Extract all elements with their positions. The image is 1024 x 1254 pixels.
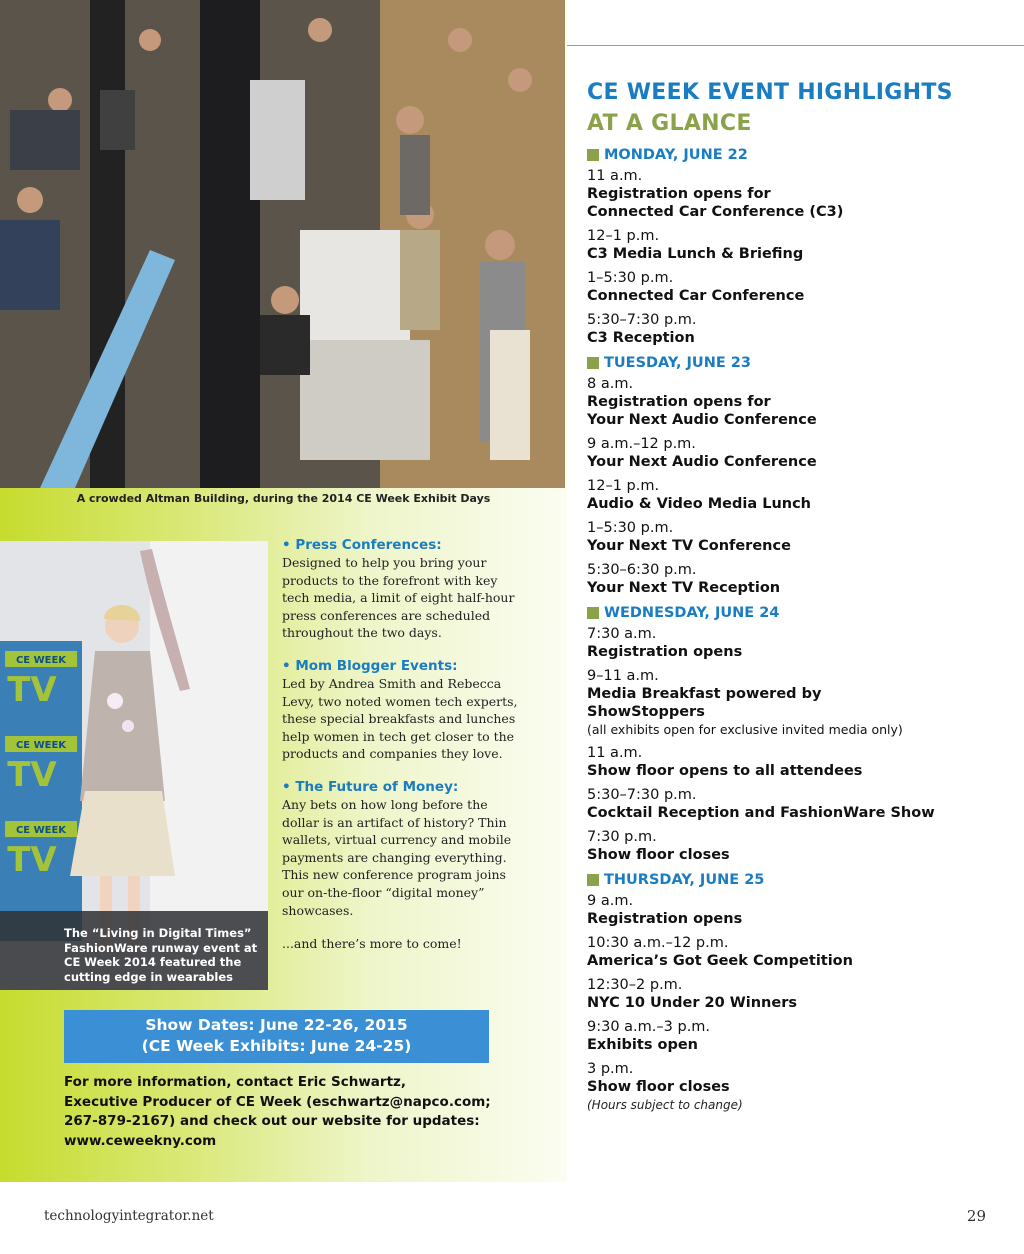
body-line: This new conference program joins xyxy=(282,867,506,883)
square-bullet-icon xyxy=(587,357,599,369)
schedule-day xyxy=(587,145,1017,347)
event-time: 1–5:30 p.m. xyxy=(587,520,674,536)
caption-line: cutting edge in wearables xyxy=(64,969,233,984)
event-time: 12–1 p.m. xyxy=(587,478,660,494)
body-line: Designed to help you bring your xyxy=(282,555,487,570)
banner-text-1: CE WEEK xyxy=(15,655,67,666)
highlights-title: CE WEEK EVENT HIGHLIGHTS xyxy=(587,80,953,105)
event-title: Your Next Audio Conference xyxy=(587,454,817,470)
bullet-body xyxy=(282,554,522,642)
bullet-title: • Press Conferences: xyxy=(282,537,442,553)
day-header xyxy=(587,145,1017,165)
banner-text-2: CE WEEK xyxy=(15,740,67,751)
schedule-event xyxy=(587,934,1017,970)
day-label: TUESDAY, JUNE 23 xyxy=(604,355,751,371)
event-time: 7:30 a.m. xyxy=(587,626,657,642)
event-title: Cocktail Reception and FashionWare Show xyxy=(587,805,935,821)
event-title: NYC 10 Under 20 Winners xyxy=(587,995,797,1011)
body-line: products and companies they love. xyxy=(282,746,503,762)
bullet-press-conferences xyxy=(282,537,522,642)
schedule-event xyxy=(587,786,1017,822)
body-line: dollar is an artifact of history? Thin xyxy=(282,814,507,830)
event-title: Connected Car Conference (C3) xyxy=(587,204,844,220)
body-line: these special breakfasts and lunches xyxy=(282,711,516,727)
event-time: 10:30 a.m.–12 p.m. xyxy=(587,935,729,951)
body-line: our on-the-floor “digital money” xyxy=(282,884,485,900)
schedule-event xyxy=(587,892,1017,928)
event-time: 7:30 p.m. xyxy=(587,829,657,845)
schedule-event xyxy=(587,625,1017,661)
schedule-day xyxy=(587,353,1017,597)
event-title: Registration opens xyxy=(587,911,743,927)
fashionware-runway-photo xyxy=(0,541,268,990)
event-title: C3 Media Lunch & Briefing xyxy=(587,246,804,262)
hours-footnote: (Hours subject to change) xyxy=(587,1098,743,1112)
bullet-mom-blogger-events xyxy=(282,658,522,763)
event-time: 3 p.m. xyxy=(587,1061,634,1077)
event-time: 5:30–6:30 p.m. xyxy=(587,562,697,578)
event-time: 9:30 a.m.–3 p.m. xyxy=(587,1019,711,1035)
event-title: Audio & Video Media Lunch xyxy=(587,496,812,512)
event-time: 5:30–7:30 p.m. xyxy=(587,787,697,803)
exhibit-hall-photo xyxy=(0,0,565,488)
event-time: 8 a.m. xyxy=(587,376,634,392)
schedule-event xyxy=(587,375,1017,429)
event-title: America’s Got Geek Competition xyxy=(587,953,853,969)
footer-site: technologyintegrator.net xyxy=(44,1208,214,1224)
day-header xyxy=(587,870,1017,890)
square-bullet-icon xyxy=(587,607,599,619)
bullet-body xyxy=(282,796,522,919)
event-title: Your Next Audio Conference xyxy=(587,412,817,428)
body-line: help women in tech get closer to the xyxy=(282,728,515,744)
bullet-title: • Mom Blogger Events: xyxy=(282,657,458,674)
schedule-event xyxy=(587,561,1017,597)
event-title: Your Next TV Conference xyxy=(587,538,791,554)
highlights-subtitle: AT A GLANCE xyxy=(587,111,752,136)
website-link[interactable]: www.ceweekny.com xyxy=(64,1132,217,1149)
schedule-event xyxy=(587,828,1017,864)
top-photo-caption: A crowded Altman Building, during the 2014 CE Week Exhibit Days xyxy=(76,492,491,505)
contact-line: 267-879-2167) and check out our website for updates: xyxy=(64,1113,480,1129)
schedule-event xyxy=(587,435,1017,471)
bullet-future-of-money xyxy=(282,779,522,919)
body-line: products to the forefront with key xyxy=(282,572,498,588)
schedule-event xyxy=(587,519,1017,555)
schedule-day xyxy=(587,603,1017,864)
feature-bullets xyxy=(282,537,522,953)
day-header xyxy=(587,353,1017,373)
event-title: Show floor closes xyxy=(587,1079,730,1095)
event-title: Registration opens for xyxy=(587,186,771,202)
event-title: Your Next TV Reception xyxy=(587,580,781,596)
bullet-body xyxy=(282,675,522,763)
event-time: 12:30–2 p.m. xyxy=(587,977,683,993)
event-time: 9 a.m.–12 p.m. xyxy=(587,436,696,452)
schedule-event xyxy=(587,311,1017,347)
schedule-event xyxy=(587,1060,1017,1096)
event-time: 11 a.m. xyxy=(587,745,643,761)
square-bullet-icon xyxy=(587,149,599,161)
schedule-event xyxy=(587,269,1017,305)
event-time: 9–11 a.m. xyxy=(587,668,659,684)
contact-line: Executive Producer of CE Week (eschwartz@napco.com; xyxy=(64,1093,491,1110)
square-bullet-icon xyxy=(587,874,599,886)
event-title: Show floor opens to all attendees xyxy=(587,763,863,779)
body-line: tech media, a limit of eight half-hour xyxy=(282,590,515,606)
top-rule xyxy=(567,45,1024,46)
body-line: throughout the two days. xyxy=(282,625,442,641)
event-time: 1–5:30 p.m. xyxy=(587,270,674,286)
body-line: payments are changing everything. xyxy=(282,849,507,865)
contact-info xyxy=(64,1073,534,1151)
banner-tv-1: TV xyxy=(7,670,57,710)
event-schedule xyxy=(587,145,1017,1112)
body-line: press conferences are scheduled xyxy=(282,607,491,623)
schedule-event xyxy=(587,1018,1017,1054)
body-line: wallets, virtual currency and mobile xyxy=(282,832,512,848)
day-label: MONDAY, JUNE 22 xyxy=(604,147,748,163)
schedule-event xyxy=(587,167,1017,221)
day-label: THURSDAY, JUNE 25 xyxy=(604,872,765,888)
event-time: 5:30–7:30 p.m. xyxy=(587,312,697,328)
event-title: ShowStoppers xyxy=(587,704,705,720)
runway-photo-caption xyxy=(64,926,264,984)
body-line: Any bets on how long before the xyxy=(282,796,488,812)
caption-line: FashionWare runway event at xyxy=(64,940,258,955)
contact-line: For more information, contact Eric Schwartz, xyxy=(64,1074,407,1090)
caption-line: The “Living in Digital Times” xyxy=(64,926,252,940)
body-line: showcases. xyxy=(282,902,354,918)
page-number: 29 xyxy=(966,1207,986,1225)
day-label: WEDNESDAY, JUNE 24 xyxy=(604,605,780,621)
more-to-come-text: ...and there’s more to come! xyxy=(282,936,462,952)
event-title: Show floor closes xyxy=(587,847,730,863)
event-time: 9 a.m. xyxy=(587,893,634,909)
exhibit-dates-line: (CE Week Exhibits: June 24-25) xyxy=(141,1037,412,1055)
day-header xyxy=(587,603,1017,623)
event-title: Registration opens xyxy=(587,644,743,660)
event-title: Exhibits open xyxy=(587,1037,699,1053)
schedule-event xyxy=(587,477,1017,513)
event-note: (all exhibits open for exclusive invited media only) xyxy=(587,722,903,737)
schedule-event xyxy=(587,744,1017,780)
body-line: Led by Andrea Smith and Rebecca xyxy=(282,675,502,691)
show-dates-line: Show Dates: June 22-26, 2015 xyxy=(145,1016,408,1034)
event-title: Registration opens for xyxy=(587,394,771,410)
banner-tv-3: TV xyxy=(7,840,57,880)
schedule-event xyxy=(587,227,1017,263)
event-title: Connected Car Conference xyxy=(587,288,805,304)
event-title: C3 Reception xyxy=(587,330,695,346)
schedule-day xyxy=(587,870,1017,1096)
event-time: 12–1 p.m. xyxy=(587,228,660,244)
show-dates-box xyxy=(64,1010,489,1063)
event-title: Media Breakfast powered by xyxy=(587,686,822,702)
caption-line: CE Week 2014 featured the xyxy=(64,955,242,969)
banner-tv-2: TV xyxy=(7,755,57,795)
event-time: 11 a.m. xyxy=(587,168,643,184)
banner-text-3: CE WEEK xyxy=(15,825,67,836)
bullet-title: • The Future of Money: xyxy=(282,778,459,795)
schedule-event xyxy=(587,667,1017,738)
body-line: Levy, two noted women tech experts, xyxy=(282,693,518,709)
schedule-event xyxy=(587,976,1017,1012)
